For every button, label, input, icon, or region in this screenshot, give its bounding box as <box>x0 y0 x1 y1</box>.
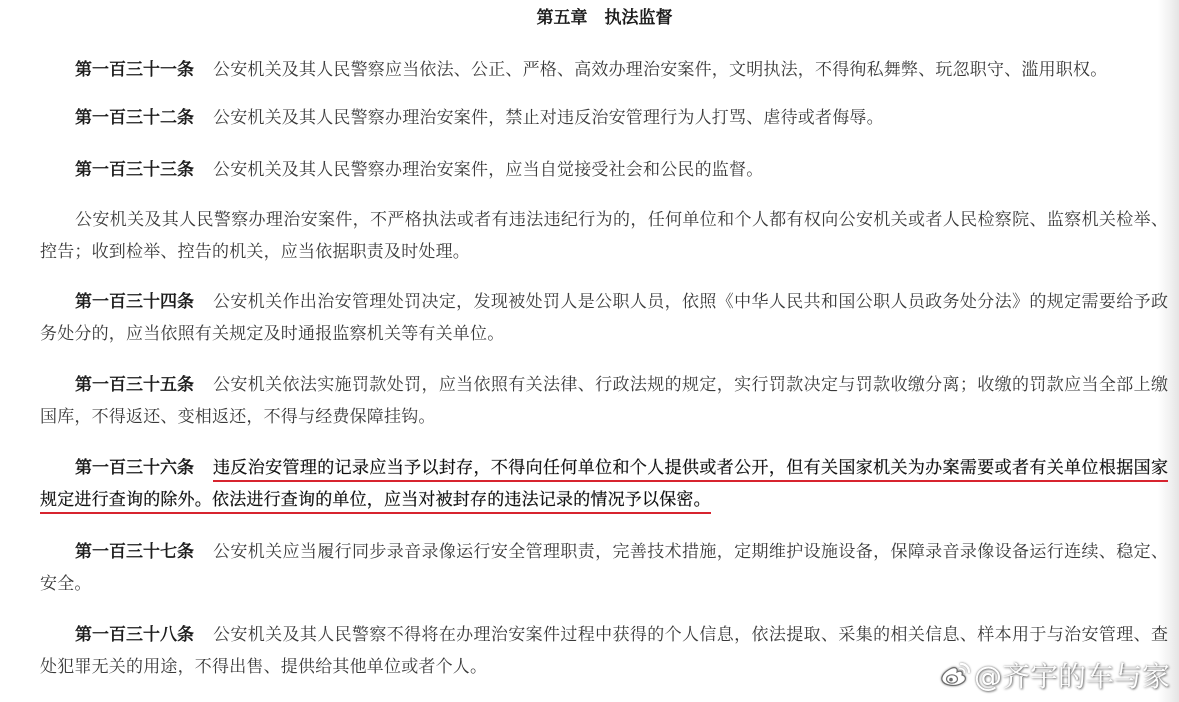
article-text: 国库，不得返还、变相返还，不得与经费保障挂钩。 <box>40 407 436 427</box>
article-text: 公安机关及其人民警察办理治安案件，应当自觉接受社会和公民的监督。 <box>213 160 764 180</box>
article-133 <box>40 154 1168 186</box>
article-text: 公安机关及其人民警察应当依法、公正、严格、高效办理治安案件，文明执法，不得徇私舞弊、玩忽职守、滥用职权。 <box>213 60 1108 80</box>
article-line <box>40 236 1168 268</box>
watermark-text: @齐宇的车与家 <box>973 660 1170 693</box>
article-text: 控告；收到检举、控告的机关，应当依据职责及时处理。 <box>40 242 470 262</box>
chapter-title: 第五章 执法监督 <box>536 8 673 28</box>
watermark <box>939 660 1170 694</box>
article-text: 安全。 <box>40 574 92 594</box>
article-number: 第一百三十一条 <box>75 60 194 80</box>
article-text: 务处分的，应当依照有关规定及时通报监察机关等有关单位。 <box>40 324 505 344</box>
article-number: 第一百三十四条 <box>75 292 194 312</box>
article-number: 第一百三十六条 <box>75 458 194 478</box>
article-number: 第一百三十八条 <box>75 625 194 645</box>
article-132 <box>40 102 1168 134</box>
article-number: 第一百三十五条 <box>75 375 194 395</box>
weibo-logo-icon <box>939 661 971 693</box>
article-line <box>40 286 1168 318</box>
article-text: 公安机关应当履行同步录音录像运行安全管理职责，完善技术措施，定期维护设施设备，保障录音录像设备运行连续、稳定、 <box>213 542 1168 562</box>
article-text: 公安机关作出治安管理处罚决定，发现被处罚人是公职人员，依照《中华人民共和国公职人员政务处分法》的规定需要给予政 <box>213 292 1168 312</box>
article-text: 公安机关及其人民警察不得将在办理治安案件过程中获得的个人信息，依法提取、采集的相关信息、样本用于与治安管理、查 <box>213 625 1168 645</box>
article-line <box>40 568 1168 600</box>
underlined-article-text: 违反治安管理的记录应当予以封存，不得向任何单位和个人提供或者公开，但有关国家机关为办案需要或者有关单位根据国家 <box>213 452 1168 484</box>
article-text: 公安机关及其人民警察办理治安案件，不严格执法或者有违法违纪行为的，任何单位和个人都有权向公安机关或者人民检察院、监察机关检举、 <box>75 210 1168 230</box>
article-136-highlighted <box>40 452 1168 516</box>
article-number: 第一百三十二条 <box>75 108 194 128</box>
article-line <box>40 369 1168 401</box>
article-number: 第一百三十七条 <box>75 542 194 562</box>
article-line <box>40 318 1168 350</box>
article-131 <box>40 54 1168 86</box>
article-line <box>40 401 1168 433</box>
article-text: 公安机关依法实施罚款处罚，应当依照有关法律、行政法规的规定，实行罚款决定与罚款收缴分离；收缴的罚款应当全部上缴 <box>213 375 1168 395</box>
article-line <box>40 154 1168 186</box>
article-text: 处犯罪无关的用途，不得出售、提供给其他单位或者个人。 <box>40 657 488 677</box>
underlined-article-text: 规定进行查询的除外。依法进行查询的单位，应当对被封存的违法记录的情况予以保密。 <box>40 484 711 516</box>
article-line <box>40 536 1168 568</box>
article-line <box>40 54 1168 86</box>
article-line <box>40 102 1168 134</box>
article-line <box>40 484 1168 516</box>
article-133-paragraph-2 <box>40 204 1168 268</box>
article-135 <box>40 369 1168 433</box>
article-line <box>40 452 1168 484</box>
article-text: 公安机关及其人民警察办理治安案件，禁止对违反治安管理行为人打骂、虐待或者侮辱。 <box>213 108 884 128</box>
article-137 <box>40 536 1168 600</box>
article-134 <box>40 286 1168 350</box>
article-number: 第一百三十三条 <box>75 160 194 180</box>
article-line <box>40 204 1168 236</box>
article-line <box>40 619 1168 651</box>
